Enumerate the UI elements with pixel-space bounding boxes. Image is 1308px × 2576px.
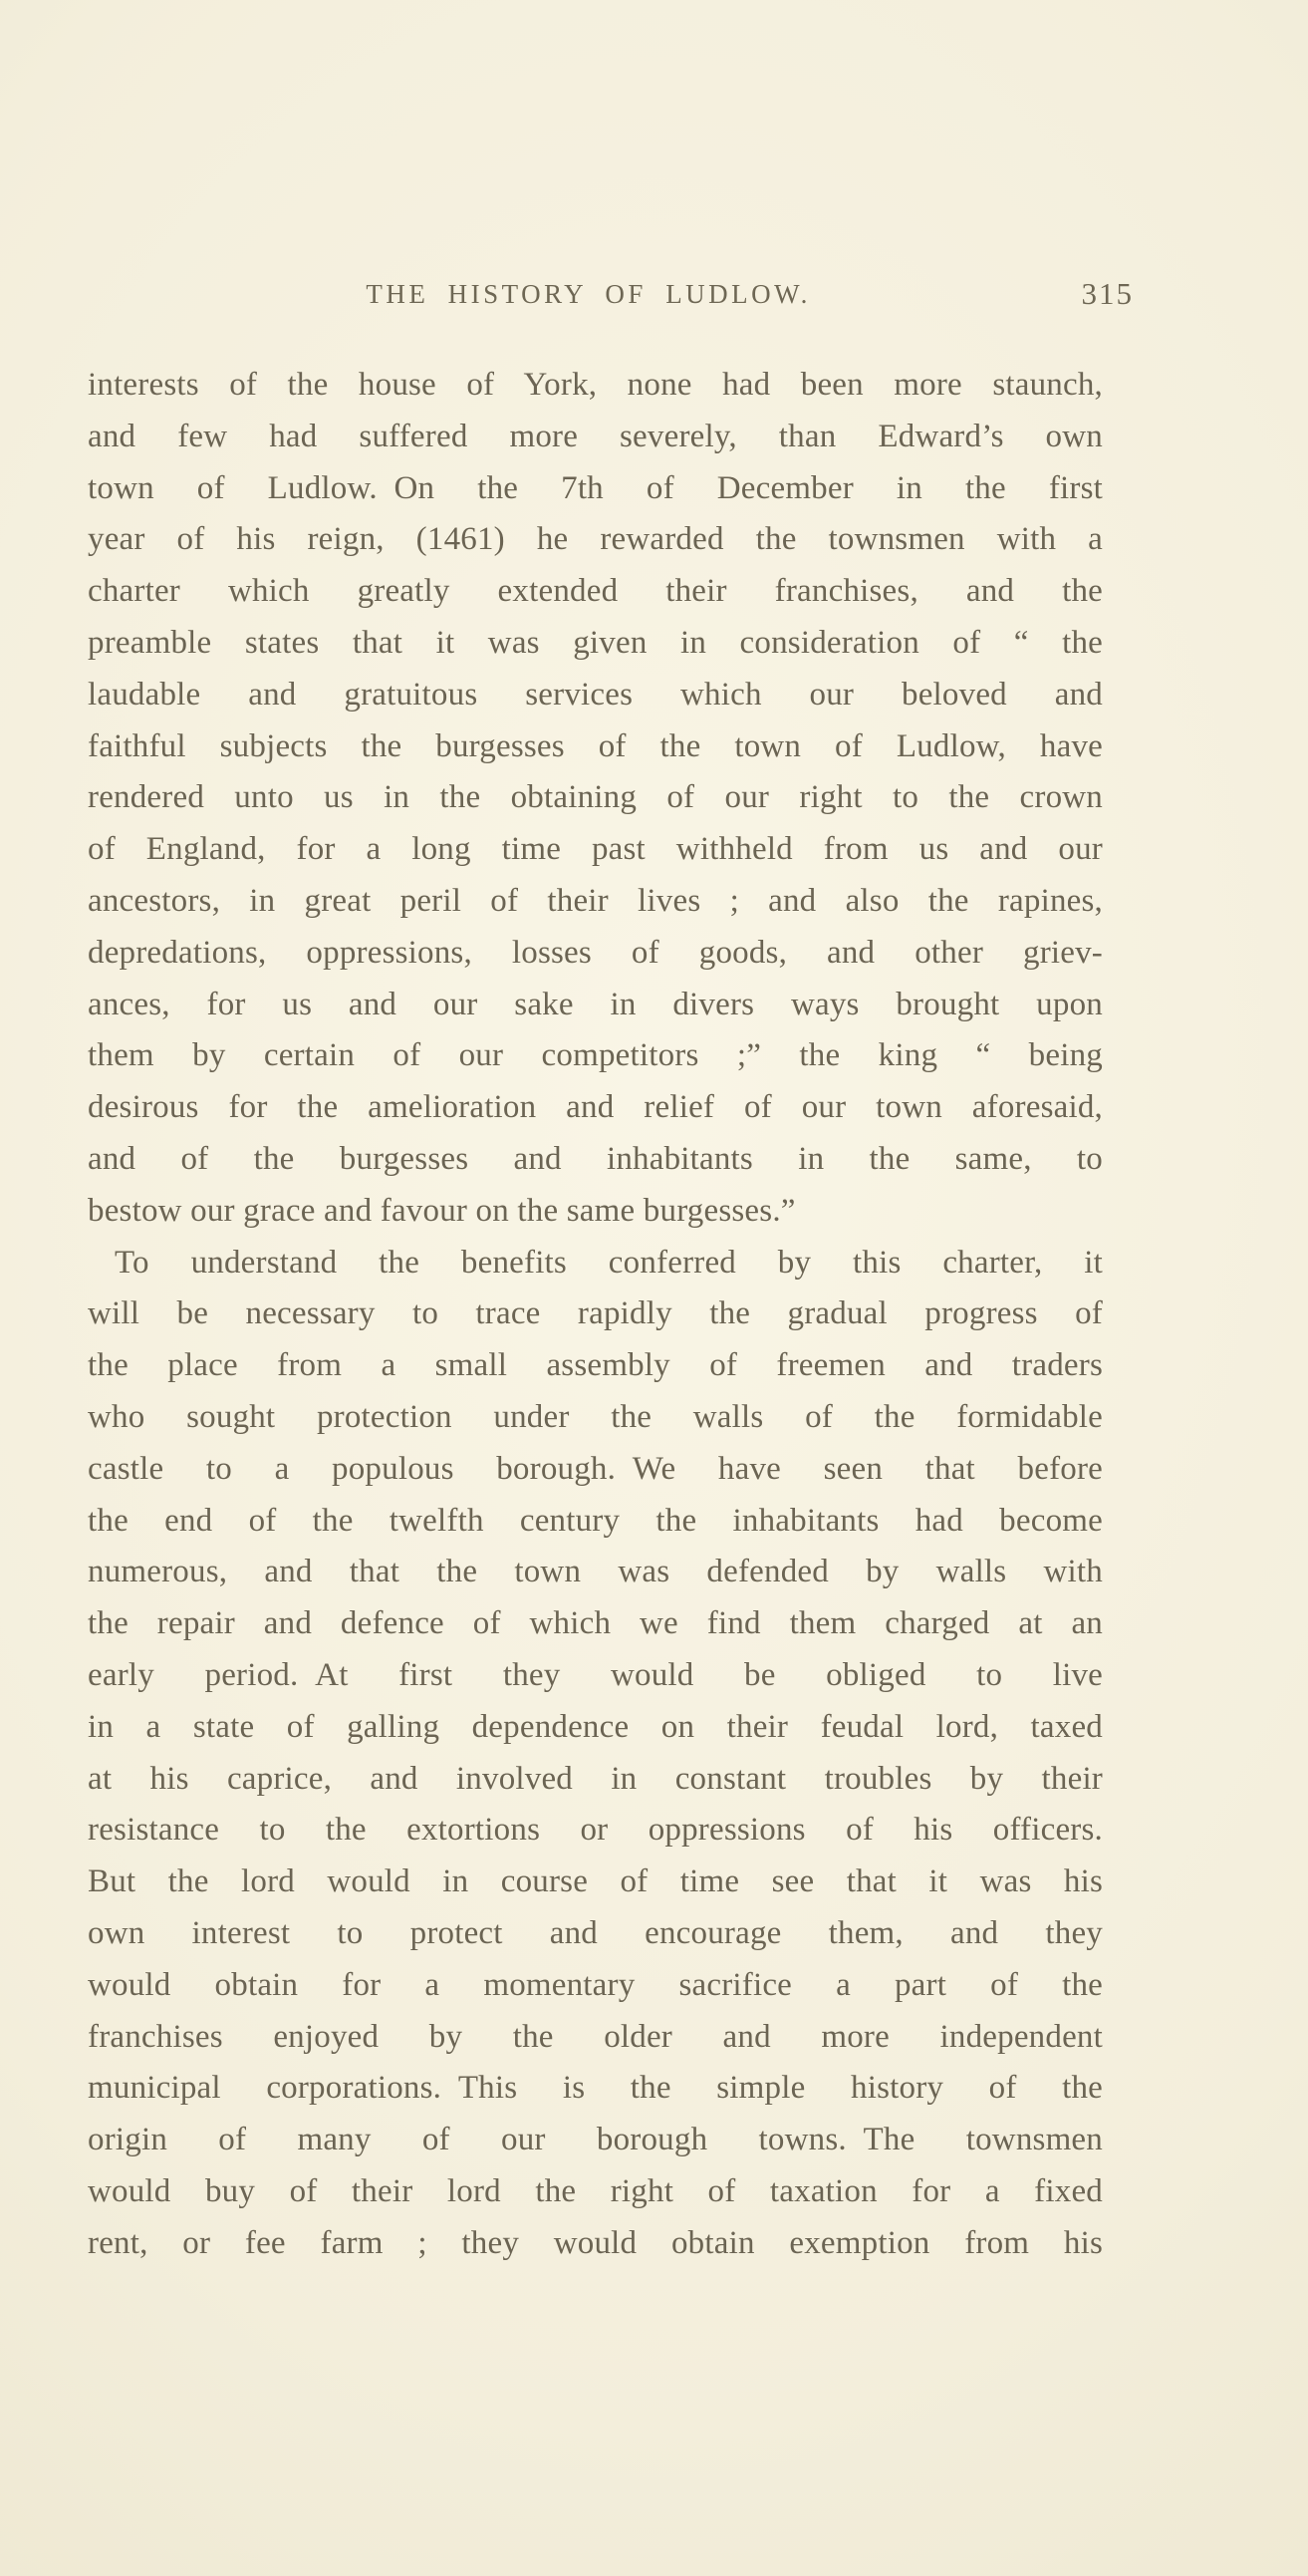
text-line: municipal corporations. This is the simple history of the [88, 2070, 1103, 2107]
text-line: preamble states that it was given in consideration of “ the [88, 624, 1103, 661]
text-line: bestow our grace and favour on the same burgesses.” [88, 1192, 796, 1229]
text-line: castle to a populous borough. We have seen that before [88, 1450, 1103, 1487]
text-line: town of Ludlow. On the 7th of December in the first [88, 469, 1103, 506]
text-line: the end of the twelfth century the inhabitants had become [88, 1502, 1103, 1539]
text-line: of England, for a long time past withheld from us and our [88, 831, 1103, 868]
paragraph [88, 1238, 1103, 2270]
text-line: rendered unto us in the obtaining of our right to the crown [88, 779, 1103, 816]
text-line: own interest to protect and encourage them, and they [88, 1914, 1103, 1951]
text-line: the repair and defence of which we find them charged at an [88, 1605, 1103, 1642]
text-line: early period. At first they would be obliged to live [88, 1656, 1103, 1693]
text-line: interests of the house of York, none had been more staunch, [88, 367, 1103, 403]
page-header [88, 276, 1134, 319]
text-line: depredations, oppressions, losses of goods, and other griev- [88, 934, 1103, 971]
text-line: will be necessary to trace rapidly the gradual progress of [88, 1295, 1103, 1332]
text-line: origin of many of our borough towns. The townsmen [88, 2122, 1103, 2158]
text-line: numerous, and that the town was defended by walls with [88, 1554, 1103, 1590]
text-line: desirous for the amelioration and relief of our town aforesaid, [88, 1089, 1103, 1126]
text-line: franchises enjoyed by the older and more independent [88, 2018, 1103, 2055]
paragraph [88, 360, 1103, 1238]
text-line: rent, or fee farm ; they would obtain exemption from his [88, 2224, 1103, 2261]
text-line: faithful subjects the burgesses of the town of Ludlow, have [88, 727, 1103, 764]
text-line: the place from a small assembly of freemen and traders [88, 1347, 1103, 1384]
text-line: But the lord would in course of time see that it was his [88, 1863, 1103, 1900]
running-title: THE HISTORY OF LUDLOW. [366, 279, 811, 309]
text-line: resistance to the extortions or oppressions of his officers. [88, 1812, 1103, 1849]
page-body [88, 360, 1103, 2269]
text-line: and of the burgesses and inhabitants in the same, to [88, 1140, 1103, 1177]
text-line: who sought protection under the walls of the formidable [88, 1398, 1103, 1435]
text-line: laudable and gratuitous services which our beloved and [88, 676, 1103, 713]
text-line: would buy of their lord the right of taxation for a fixed [88, 2172, 1103, 2209]
text-line: would obtain for a momentary sacrifice a part of the [88, 1966, 1103, 2003]
text-line: To understand the benefits conferred by this charter, it [115, 1244, 1103, 1281]
text-line: and few had suffered more severely, than Edward’s own [88, 418, 1103, 454]
text-line: them by certain of our competitors ;” the king “ being [88, 1037, 1103, 1074]
text-line: at his caprice, and involved in constant troubles by their [88, 1760, 1103, 1797]
text-line: in a state of galling dependence on their feudal lord, taxed [88, 1708, 1103, 1745]
page-number: 315 [1081, 276, 1134, 311]
text-line: year of his reign, (1461) he rewarded the townsmen with a [88, 521, 1103, 558]
text-line: charter which greatly extended their franchises, and the [88, 573, 1103, 610]
text-line: ancestors, in great peril of their lives ; and also the rapines, [88, 882, 1103, 919]
text-line: ances, for us and our sake in divers ways brought upon [88, 986, 1103, 1022]
